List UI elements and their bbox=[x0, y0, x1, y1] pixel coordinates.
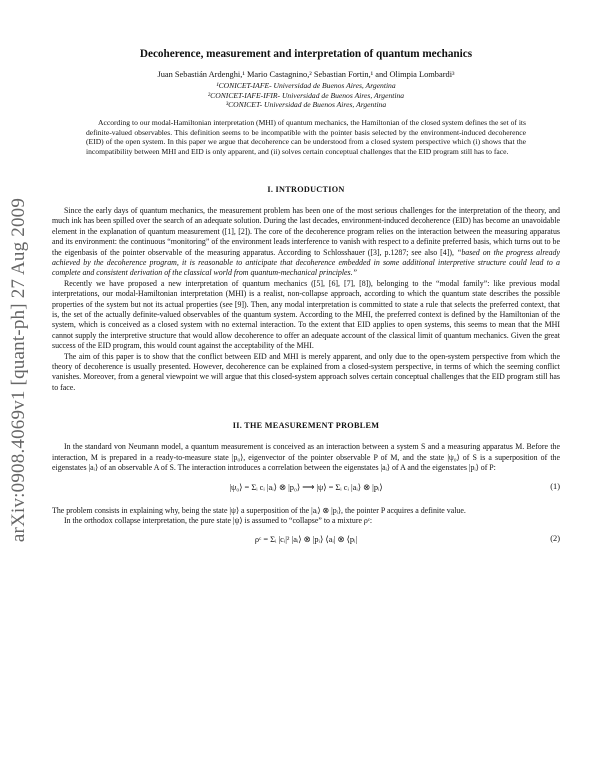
intro-paragraph-1 bbox=[52, 206, 560, 279]
measurement-paragraph-3: In the orthodox collapse interpretation, the pure state |ψ⟩ is assumed to “collapse” to a mixture ρᶜ: bbox=[64, 515, 373, 525]
equation-2-expression: ρᶜ = Σᵢ |cᵢ|² |aᵢ⟩ ⊗ |pᵢ⟩ ⟨aᵢ| ⊗ ⟨pᵢ| bbox=[254, 535, 358, 545]
abstract: According to our modal-Hamiltonian interpretation (MHI) of quantum mechanics, the Hamiltonian of the closed system defines the set of its definite-valued observables. This definition seems to be incompatible with the pointer basis selected by the environment-induced decoherence (EID) of the open system. In this paper we argue that decoherence can be understood from a closed system perspective which (i) shows that the incompatibility between MHI and EID is only apparent, and (ii) solves certain conceptual challenges that the EID program still has to face. bbox=[86, 117, 526, 157]
affiliation-1: ¹CONICET-IAFE- Universidad de Buenos Aires, Argentina bbox=[216, 81, 396, 90]
schlosshauer-quote: “based on the progress already achieved by the decoherence program, it is reasonable to anticipate that decoherence embedded in some additional interpretive structure could lead to a complete and consistent derivation of the classical world from quantum-mechanical principles.” bbox=[52, 247, 560, 278]
equation-1 bbox=[52, 478, 560, 502]
author-list: Juan Sebastián Ardenghi,¹ Mario Castagnino,² Sebastian Fortin,¹ and Olimpia Lombardi³ bbox=[157, 70, 455, 79]
affiliation-3: ³CONICET- Universidad de Buenos Aires, Argentina bbox=[225, 100, 387, 110]
measurement-paragraph-1: In the standard von Neumann model, a quantum measurement is conceived as an interaction between a system S and a measuring apparatus M. Before the interaction, M is prepared in a ready-to-measure state |p₀⟩, eigenvector of the pointer observable P of M, and the state |ψ₀⟩ of S is a superposition of the eigenstates |aᵢ⟩ of an observable A of S. The interaction introduces a correlation between the eigenstates |aᵢ⟩ of A and the eigenstates |pᵢ⟩ of P: bbox=[52, 442, 560, 473]
equation-1-number: (1) bbox=[550, 481, 560, 491]
section-heading-introduction: I. INTRODUCTION bbox=[267, 184, 345, 194]
paper-title: Decoherence, measurement and interpretation of quantum mechanics bbox=[139, 48, 473, 60]
intro-paragraph-3: The aim of this paper is to show that the conflict between EID and MHI is merely apparent, and only due to the open-system perspective from which the theory of decoherence is usually presented. However, decoherence can be explained from a closed-system perspective, in terms of which the seeming conflict vanishes. Moreover, from a general viewpoint we will argue that this closed-system approach solves certain conceptual challenges that the EID program still has to face. bbox=[52, 351, 560, 392]
measurement-paragraph-2: The problem consists in explaining why, being the state |ψ⟩ a superposition of the |aᵢ⟩ ⊗ |pᵢ⟩, the pointer P acquires a definite value. bbox=[52, 505, 466, 515]
intro-paragraph-2: Recently we have proposed a new interpretation of quantum mechanics ([5], [6], [7], [8]), belonging to the “modal family”: like previous modal interpretations, our modal-Hamiltonian interpretation (MHI) is a realist, non-collapse approach, according to which the quantum state describes the possible properties of the system but not its actual properties (see [9]). Then, any modal interpretation is committed to state a rule that selects the preferred context, that is, the set of the actually definite-valued observables of the quantum system. According to the MHI, the preferred context is defined by the Hamiltonian of the system, which is conceived as a closed system with no external interaction. To the extent that EID applies to open systems, this seems to mean that the MHI cannot supply the interpretive structure that would allow decoherence to offer an adequate account of the classical limit of quantum mechanics. Given the great success of the EID program, this would count against the acceptability of the MHI. bbox=[52, 278, 560, 351]
intro-paragraph-1-text: Since the early days of quantum mechanics, the measurement problem has been one of the most serious challenges for the interpretation of the theory, and much ink has been spilled over the search of an adequate solution. During the last decades, environment-induced decoherence (EID) has become an unavoidable element in the explanation of quantum measurement ([1], [2]). The core of the decoherence program relies on the interaction between the measuring apparatus and its environment: the continuous “monitoring” of the environment leads interference to vanish with respect to a definite preferred basis, which turns out to be the eigenbasis of the pointer observable of the measuring apparatus. According to Schlosshauer ([3], p.1287; see also [4]), bbox=[52, 205, 560, 257]
paper-content bbox=[52, 48, 560, 558]
affiliation-2: ²CONICET-IAFE-IFIR- Universidad de Buenos Aires, Argentina bbox=[207, 90, 405, 100]
section-heading-measurement: II. THE MEASUREMENT PROBLEM bbox=[232, 421, 380, 431]
arxiv-sidebar bbox=[6, 160, 32, 580]
equation-1-expression: |ψ₀⟩ = Σᵢ cᵢ |aᵢ⟩ ⊗ |p₀⟩ ⟶ |ψ⟩ = Σᵢ cᵢ |aᵢ⟩ ⊗ |pᵢ⟩ bbox=[229, 482, 383, 492]
equation-2-number: (2) bbox=[550, 534, 560, 544]
equation-2 bbox=[52, 530, 560, 554]
arxiv-identifier: arXiv:0908.4069v1 [quant-ph] 27 Aug 2009 bbox=[8, 197, 29, 543]
